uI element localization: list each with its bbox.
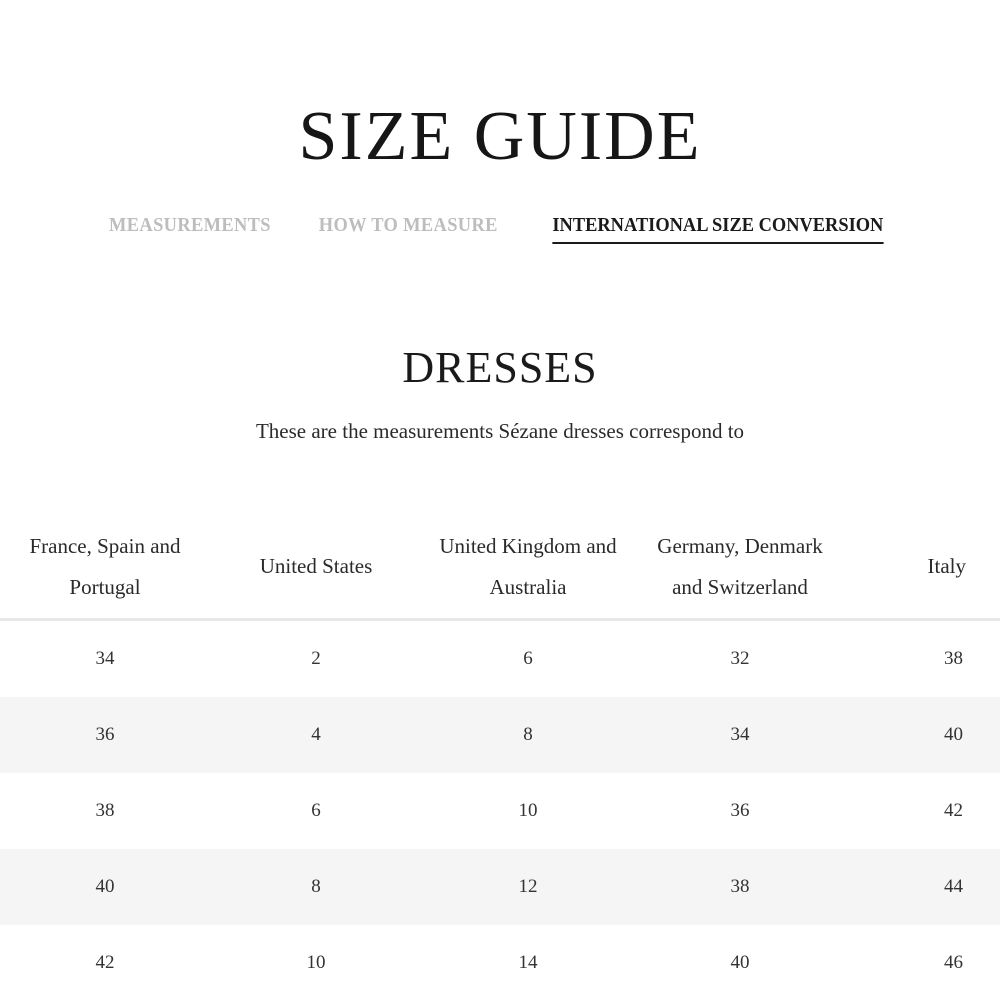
table-cell: 44 <box>846 849 1000 925</box>
table-row <box>0 773 1000 849</box>
table-cell: 36 <box>634 773 846 849</box>
table-cell: 46 <box>846 925 1000 1000</box>
table-cell: 38 <box>0 773 210 849</box>
size-guide-tabs <box>0 210 1000 244</box>
size-conversion-table <box>0 515 1000 1000</box>
table-cell: 14 <box>422 925 634 1000</box>
column-header-united-states: United States <box>259 554 373 578</box>
column-header-italy: Italy <box>927 554 966 578</box>
table-cell: 6 <box>422 620 634 698</box>
table-cell: 34 <box>0 620 210 698</box>
tab-how-to-measure[interactable]: HOW TO MEASURE <box>318 214 498 236</box>
table-cell: 10 <box>210 925 422 1000</box>
table-cell: 4 <box>210 697 422 773</box>
table-row <box>0 620 1000 698</box>
table-cell: 2 <box>210 620 422 698</box>
table-cell: 6 <box>210 773 422 849</box>
table-cell: 36 <box>0 697 210 773</box>
page-title: SIZE GUIDE <box>298 98 702 175</box>
table-cell: 8 <box>422 697 634 773</box>
section-title: DRESSES <box>402 343 598 392</box>
tab-international-size-conversion[interactable]: INTERNATIONAL SIZE CONVERSION <box>553 210 884 244</box>
table-cell: 42 <box>0 925 210 1000</box>
table-cell: 38 <box>846 620 1000 698</box>
table-header-row <box>0 515 1000 620</box>
table-cell: 34 <box>634 697 846 773</box>
tab-measurements[interactable]: MEASUREMENTS <box>108 214 271 236</box>
table-row <box>0 925 1000 1000</box>
column-header-france-spain-portugal: France, Spain and Portugal <box>29 533 181 599</box>
table-cell: 40 <box>846 697 1000 773</box>
column-header-uk-australia: United Kingdom and Australia <box>439 533 617 599</box>
table-cell: 38 <box>634 849 846 925</box>
table-cell: 40 <box>634 925 846 1000</box>
table-cell: 32 <box>634 620 846 698</box>
table-cell: 8 <box>210 849 422 925</box>
column-header-germany-denmark-switzerland: Germany, Denmark and Switzerland <box>657 533 823 599</box>
table-cell: 12 <box>422 849 634 925</box>
table-cell: 10 <box>422 773 634 849</box>
table-cell: 40 <box>0 849 210 925</box>
table-cell: 42 <box>846 773 1000 849</box>
table-row <box>0 849 1000 925</box>
table-row <box>0 697 1000 773</box>
section-subtitle: These are the measurements Sézane dresses correspond to <box>255 419 745 443</box>
